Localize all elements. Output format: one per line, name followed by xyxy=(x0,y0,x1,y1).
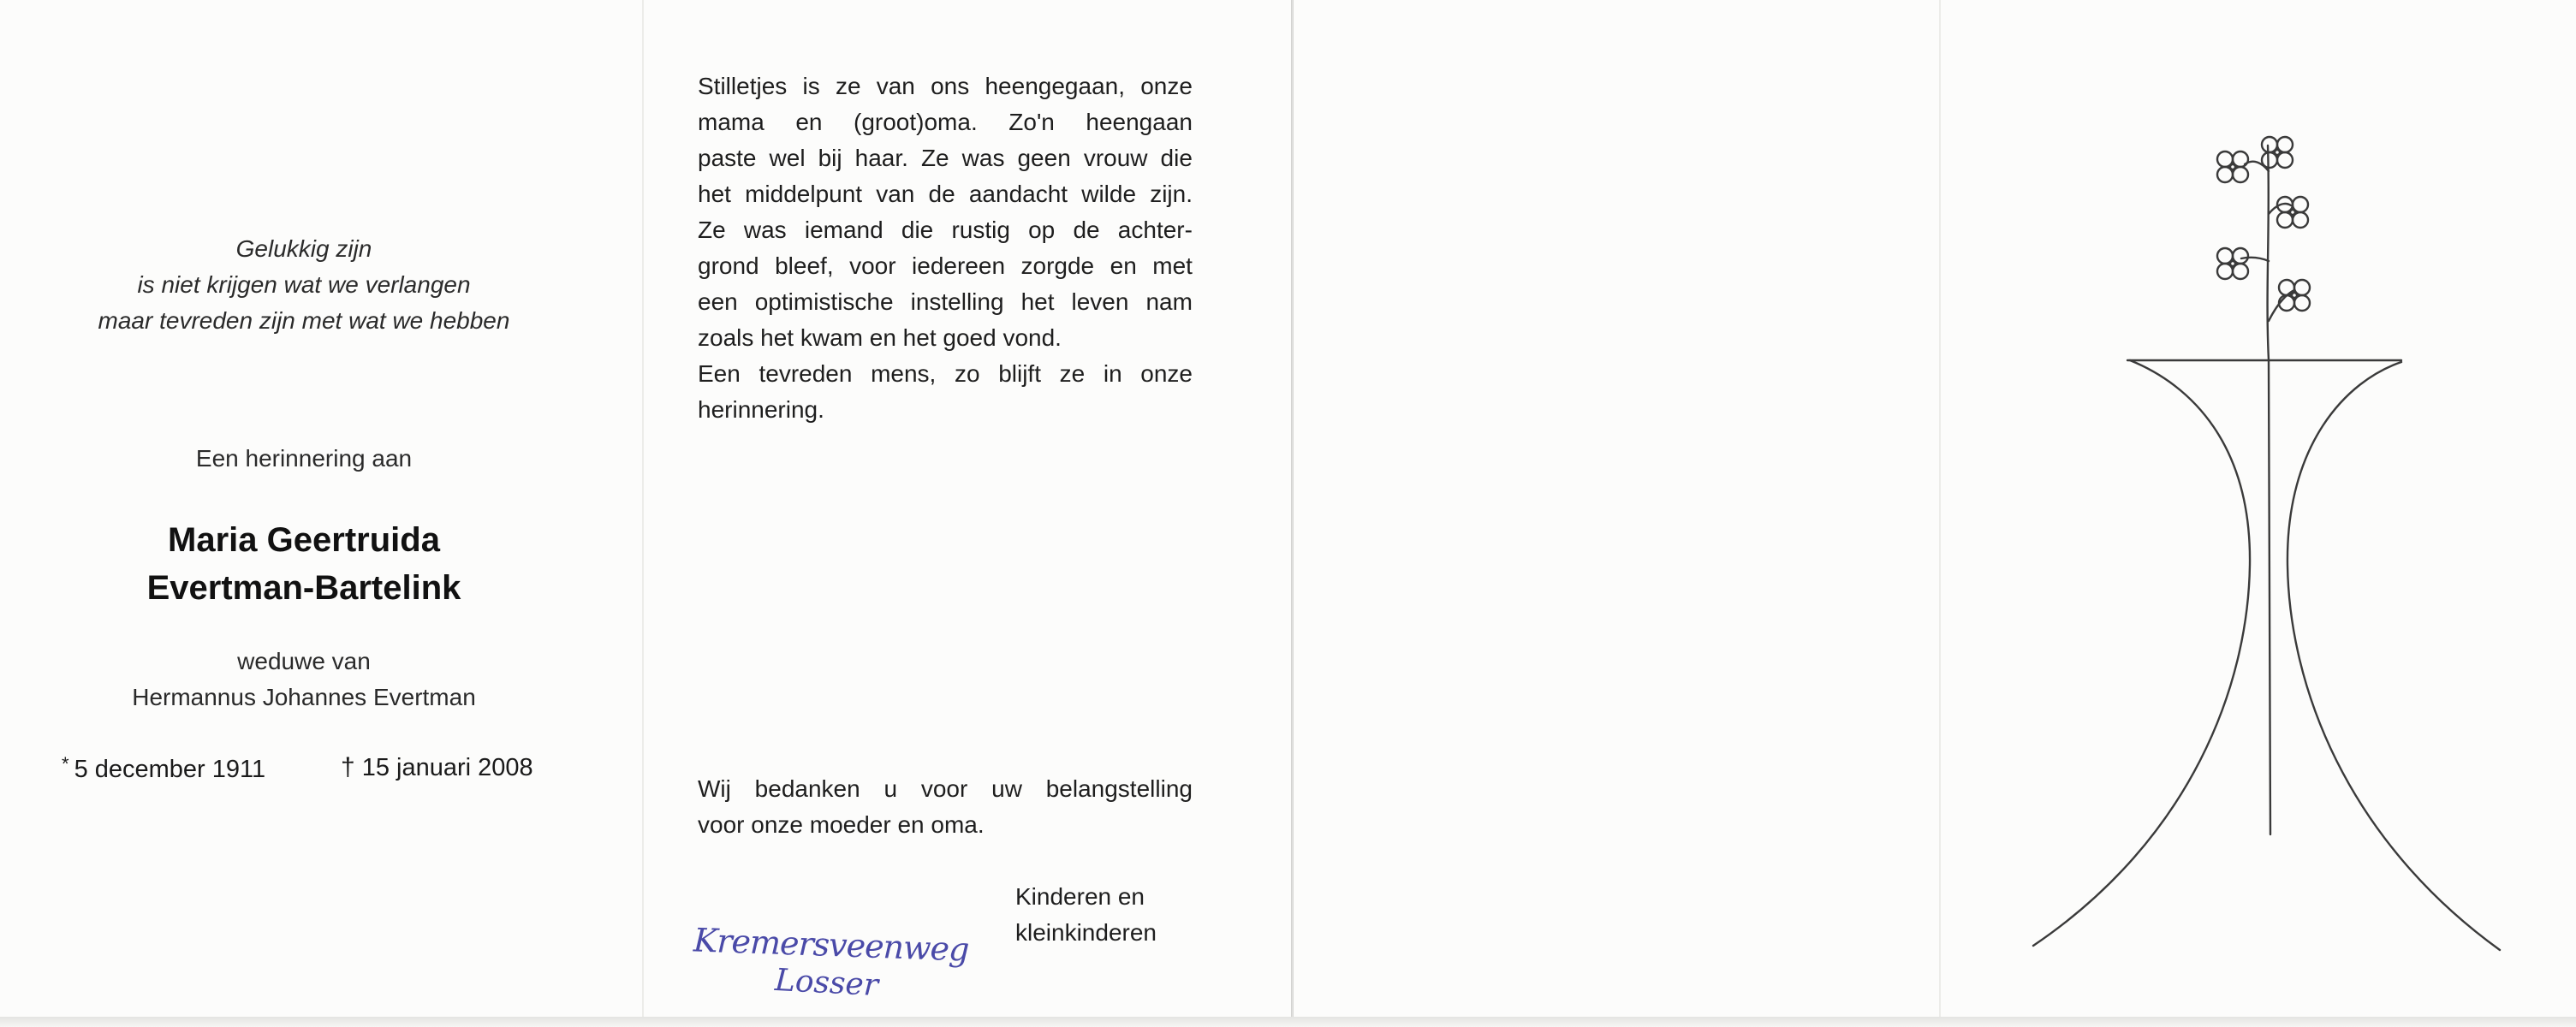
word: Wij xyxy=(698,775,731,802)
handwritten-town: Losser xyxy=(774,962,880,1004)
word: een xyxy=(698,288,738,315)
word: Ze xyxy=(920,145,949,171)
word: onze xyxy=(1140,360,1193,387)
word: ze xyxy=(1059,360,1086,387)
word: (groot)oma. xyxy=(854,109,978,135)
word: zoals het kwam en het goed vond. xyxy=(698,324,1062,351)
quote-line: maar tevreden zijn met wat we hebben xyxy=(98,307,510,334)
text-line xyxy=(698,68,1193,104)
name-line: Evertman-Bartelink xyxy=(146,569,461,607)
word: leven xyxy=(1071,288,1129,315)
flower xyxy=(2279,280,2310,311)
flower xyxy=(2277,197,2308,228)
word: de xyxy=(1073,217,1100,243)
text-line xyxy=(698,807,1193,843)
memorial-text xyxy=(698,68,1193,428)
text-line xyxy=(698,356,1193,392)
memorial-quote xyxy=(51,231,556,339)
text-line xyxy=(698,248,1193,284)
word: Stilletjes xyxy=(698,73,788,99)
word: met xyxy=(1152,252,1193,279)
word: uw xyxy=(991,775,1022,802)
handwritten-street: Kremersveenweg xyxy=(693,921,970,969)
word: herinnering. xyxy=(698,396,824,423)
word: en xyxy=(1110,252,1137,279)
text-line xyxy=(698,284,1193,320)
panel-crease-left xyxy=(642,0,644,1018)
word: het xyxy=(698,181,731,207)
word: ons xyxy=(931,73,970,99)
word: paste xyxy=(698,145,757,171)
scan-edge xyxy=(0,1017,2576,1027)
widow-label: weduwe van xyxy=(237,648,371,674)
word: grond xyxy=(698,252,759,279)
text-line xyxy=(698,212,1193,248)
word: in xyxy=(1103,360,1122,387)
vase-left-outline xyxy=(2033,360,2250,946)
word: en xyxy=(795,109,823,135)
signature-line: Kinderen en xyxy=(1015,883,1145,910)
word: onze xyxy=(1140,73,1193,99)
word: zo xyxy=(954,360,980,387)
birth-symbol: * xyxy=(62,753,69,775)
word: is xyxy=(802,73,820,99)
quote-line: Gelukkig zijn xyxy=(235,235,372,262)
word: u xyxy=(883,775,898,802)
word: bedanken xyxy=(754,775,860,802)
flower xyxy=(2217,248,2248,279)
word: bleef, xyxy=(775,252,834,279)
text-line xyxy=(698,176,1193,212)
word: voor xyxy=(920,775,968,802)
word: het xyxy=(1020,288,1055,315)
text-line xyxy=(698,104,1193,140)
name-line: Maria Geertruida xyxy=(168,521,440,559)
word: geen xyxy=(1017,145,1071,171)
word: mens, xyxy=(871,360,937,387)
word: middelpunt xyxy=(745,181,863,207)
death-cross-symbol: † xyxy=(341,753,355,781)
birth-date-text: 5 december 1911 xyxy=(74,756,266,783)
widow-of xyxy=(51,644,556,715)
flower xyxy=(2217,151,2248,182)
quote-line: is niet krijgen wat we verlangen xyxy=(137,271,471,298)
word: zijn. xyxy=(1150,181,1193,207)
card-fold xyxy=(1291,0,1294,1018)
word: was xyxy=(961,145,1005,171)
word: voor onze moeder en oma. xyxy=(698,811,985,838)
word: nam xyxy=(1145,288,1193,315)
word: van xyxy=(876,73,915,99)
word: ze xyxy=(835,73,861,99)
word: heengegaan, xyxy=(985,73,1125,99)
thanks-text xyxy=(698,771,1193,843)
flower xyxy=(2262,137,2293,168)
panel-crease-right xyxy=(1939,0,1941,1018)
word: wel xyxy=(769,145,806,171)
word: Zo'n xyxy=(1008,109,1055,135)
word: was xyxy=(743,217,787,243)
word: die xyxy=(1160,145,1193,171)
vase-with-flowers-drawing xyxy=(2020,120,2517,959)
death-date-text: 15 januari 2008 xyxy=(361,754,533,781)
word: iemand xyxy=(804,217,883,243)
spouse-name: Hermannus Johannes Evertman xyxy=(132,684,476,710)
word: belangstelling xyxy=(1045,775,1193,802)
text-line xyxy=(698,140,1193,176)
word: de xyxy=(928,181,955,207)
flower-stem xyxy=(2268,145,2270,834)
word: aandacht xyxy=(968,181,1068,207)
birth-date xyxy=(62,753,265,784)
word: bij xyxy=(818,145,842,171)
word: Een xyxy=(698,360,741,387)
word: op xyxy=(1028,217,1056,243)
word: van xyxy=(876,181,915,207)
word: haar. xyxy=(854,145,908,171)
word: heengaan xyxy=(1086,109,1193,135)
text-line xyxy=(698,771,1193,807)
word: rustig xyxy=(951,217,1010,243)
deceased-name xyxy=(34,516,574,612)
word: wilde xyxy=(1081,181,1137,207)
word: mama xyxy=(698,109,764,135)
signature-line: kleinkinderen xyxy=(1015,919,1157,946)
word: Ze xyxy=(698,217,726,243)
word: blijft xyxy=(998,360,1041,387)
word: die xyxy=(901,217,934,243)
word: vrouw xyxy=(1083,145,1148,171)
death-date xyxy=(341,753,533,782)
text-line xyxy=(698,320,1193,356)
word: instelling xyxy=(910,288,1004,315)
word: optimistische xyxy=(754,288,894,315)
vase-right-outline xyxy=(2287,362,2500,950)
word: voor xyxy=(849,252,896,279)
word: iedereen xyxy=(912,252,1006,279)
signature xyxy=(1015,879,1157,951)
word: tevreden xyxy=(759,360,853,387)
word: achter- xyxy=(1117,217,1193,243)
memorial-intro: Een herinnering aan xyxy=(195,445,413,472)
text-line xyxy=(698,392,1193,428)
word: zorgde xyxy=(1020,252,1095,279)
